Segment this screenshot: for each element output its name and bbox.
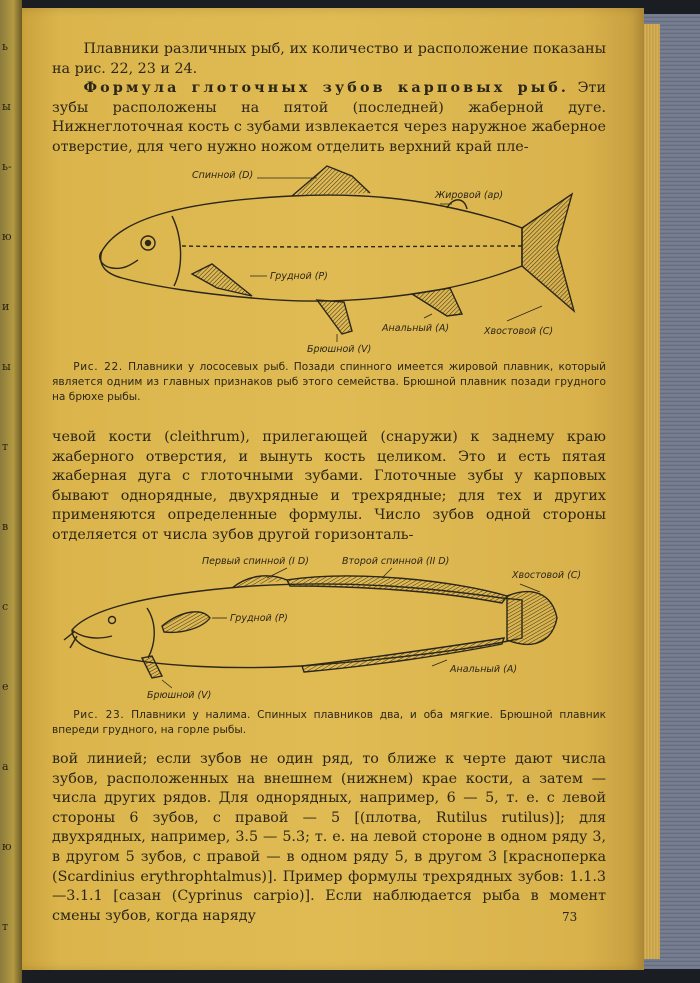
margin-fragment: с — [2, 600, 9, 613]
margin-fragment: ь — [2, 40, 8, 53]
figure-23-burbot — [52, 548, 606, 708]
fin-label-ventral: Брюшной (V) — [147, 690, 212, 701]
caption-label: Рис. 23. — [73, 709, 125, 721]
margin-fragment: ь- — [2, 160, 12, 173]
margin-fragment: в — [2, 520, 9, 533]
section-heading: Формула глоточных зубов карповых рыб. — [83, 80, 570, 97]
caption-text: Плавники у лососевых рыб. Позади спинного имеется жировой плавник, который является одним из главных признаков рыб этого семейства. Брюшной плавник позади грудного на брюхе рыбы. — [52, 361, 606, 403]
fin-label-anal: Анальный (A) — [450, 664, 518, 675]
caption-text: Плавники у налима. Спинных плавников два, и оба мягкие. Брюшной плавник впереди грудного, на горле рыбы. — [52, 709, 606, 736]
margin-fragment: и — [2, 300, 10, 313]
figure-22-caption — [52, 360, 606, 405]
paragraph: чевой кости (cleithrum), прилегающей (снаружи) к заднему краю жаберного отверстия, и вынуть кость целиком. Это и есть пятая жаберная дуга с глоточными зубами. Глоточные зубы у карповых бывают однорядные, двухрядные и трехрядные; для тех и других применяются определенные формулы. Число зубов одной стороны отделяется от числа зубов другой горизонталь- — [52, 429, 606, 543]
fin-label-second-dorsal: Второй спинной (II D) — [342, 556, 450, 567]
figure-22-salmon — [52, 156, 606, 356]
margin-fragment: ы — [2, 100, 11, 113]
fin-label-pectoral: Грудной (P) — [270, 271, 328, 282]
margin-fragment: т — [2, 920, 9, 933]
paragraph — [52, 79, 606, 157]
caption-label: Рис. 22. — [73, 361, 123, 373]
fin-label-first-dorsal: Первый спинной (I D) — [202, 556, 309, 567]
text-block-top — [52, 40, 606, 158]
paragraph: Плавники различных рыб, их количество и расположение показаны на рис. 22, 23 и 24. — [52, 41, 606, 77]
figure-23-caption — [52, 708, 606, 738]
fin-label-anal: Анальный (A) — [382, 323, 450, 334]
fin-label-ventral: Брюшной (V) — [307, 344, 372, 355]
text-block-bottom — [52, 750, 606, 926]
margin-fragment: а — [2, 760, 9, 773]
margin-fragment: ю — [2, 840, 12, 853]
fin-label-caudal: Хвостовой (C) — [512, 570, 582, 581]
paragraph: вой линией; если зубов не один ряд, то ближе к черте дают числа зубов, расположенных на внешнем (нижнем) крае кости, а затем — числа других рядов. Для однорядных, например, 6 — 5, т. е. с левой стороны 6 зубов, с правой — 5 [(плотва, Rutilus rutilus)]; для двухрядных, например, 3.5 — 5.3; т. е. на левой стороне в одном ряду 3, в другом 5 зубов, с правой — в одном ряду 5, в другом 3 [красноперка (Scardinius erythrophtalmus)]. Пример формулы трехрядных зубов: 1.1.3—3.1.1 [сазан (Cyprinus carpio)]. Если наблюдается рыба в момент смены зубов, когда наряду — [52, 751, 606, 924]
margin-fragment: т — [2, 440, 9, 453]
fin-label-caudal: Хвостовой (C) — [484, 326, 554, 337]
fin-label-adipose: Жировой (ар) — [435, 190, 504, 201]
page-number: 73 — [562, 910, 578, 924]
margin-fragment: ю — [2, 230, 12, 243]
facing-page-edge — [0, 0, 22, 983]
margin-fragment: ы — [2, 360, 11, 373]
paragraph-text: Эти зубы расположены на пятой (последней) жаберной дуге. Нижнеглоточная кость с зубами извлекается через наружное жаберное отверстие, для чего нужно ножом отделить верхний край пле- — [52, 80, 606, 155]
burbot-drawing — [64, 576, 557, 678]
fin-label-pectoral: Грудной (P) — [230, 613, 288, 624]
margin-fragment: е — [2, 680, 9, 693]
text-block-middle — [52, 428, 606, 546]
book-page — [22, 8, 644, 970]
fin-label-dorsal: Спинной (D) — [192, 170, 254, 181]
